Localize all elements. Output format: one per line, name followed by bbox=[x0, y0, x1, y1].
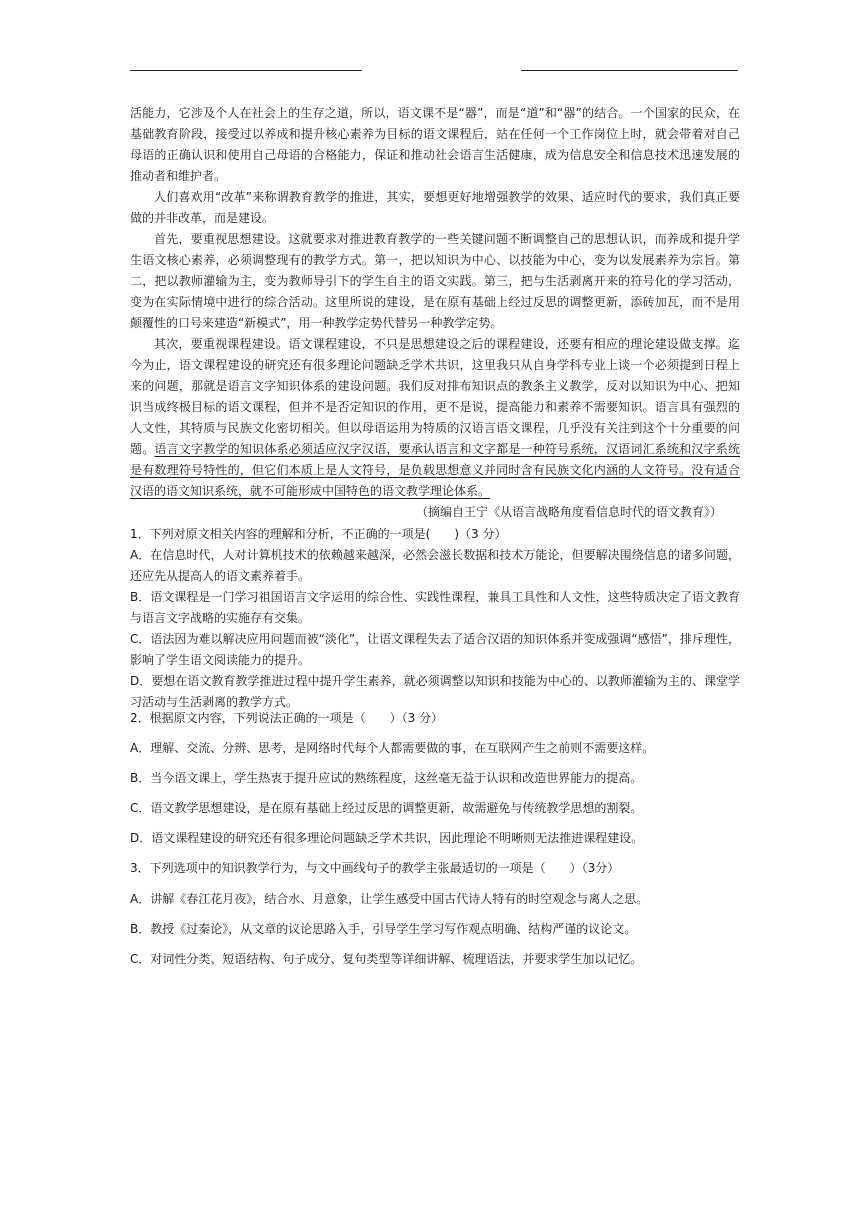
question-3-option-b: B．教授《过秦论》，从文章的议论思路入手，引导学生学习写作观点明确、结构严谨的议论文。 bbox=[130, 922, 637, 936]
underlined-sentence: 语言文字教学的知识体系必须适应汉字汉语，要承认语言和文字都是一种符号系统，汉语词汇系统和汉字系统是有数理符号特性的，但它们本质上是人文符号，是负载思想意义并同时含有民族文化内涵的人文符号。没有适合汉语的语文知识系统，就不可能形成中国特色的语文教学理论体系。 bbox=[130, 442, 740, 498]
question-2-option-b: B．当今语文课上，学生热衷于提升应试的熟练程度，这丝毫无益于认识和改造世界能力的提高。 bbox=[130, 771, 643, 785]
question-3-option-a: A．讲解《春江花月夜》，结合水、月意象，让学生感受中国古代诗人特有的时空观念与离人之思。 bbox=[130, 892, 649, 906]
question-1-option-d: D．要想在语文教育教学推进过程中提升学生素养，就必须调整以知识和技能为中心的、以教师灌输为主的、课堂学习活动与生活剥离的教学方式。 bbox=[130, 674, 740, 709]
question-2-stem: 2．根据原文内容，下列说法正确的一项是（ ）（3 分） bbox=[130, 711, 444, 725]
header-rule-left bbox=[130, 70, 362, 71]
question-2-option-c: C．语文教学思想建设，是在原有基础上经过反思的调整更新，故需避免与传统教学思想的割裂。 bbox=[130, 801, 643, 815]
question-1-stem: 1．下列对原文相关内容的理解和分析，不正确的一项是( )（3 分） bbox=[130, 527, 507, 541]
question-3-stem: 3．下列选项中的知识教学行为，与文中画线句子的教学主张最适切的一项是（ ）（3分） bbox=[130, 861, 620, 875]
source-citation: （摘编自王宁《从语言战略角度看信息时代的语文教育》） bbox=[415, 505, 722, 519]
passage-paragraph-4-text: 其次，要重视课程建设。语文课程建设，不只是思想建设之后的课程建设，还要有相应的理论建设做支撑。迄今为止，语文课程建设的研究还有很多理论问题缺乏学术共识，这里我只从自身学科专业上谈一个必须提到日程上来的问题，那就是语言文字知识体系的建设问题。我们反对排布知识点的教条主义教学，反对以知识为中心、把知识当成终极目标的语文课程，但并不是否定知识的作用，更不是说，提高能力和素养不需要知识。语言具有强烈的人文性，其特质与民族文化密切相关。但以母语运用为特质的汉语言语文课程，几乎没有关注到这个十分重要的问题。 bbox=[130, 337, 740, 456]
question-1-option-a: A．在信息时代，人对计算机技术的依赖越来越深，必然会滋长数据和技术万能论，但要解决围绕信息的诸多问题，还应先从提高人的语文素养着手。 bbox=[130, 548, 740, 583]
question-2-option-a: A．理解、交流、分辨、思考，是网络时代每个人都需要做的事，在互联网产生之前则不需要这样。 bbox=[130, 741, 655, 755]
passage bbox=[130, 103, 740, 523]
passage-paragraph-3: 首先，要重视思想建设。这就要求对推进教育教学的一些关键问题不断调整自己的思想认识，而养成和提升学生语文核心素养，必须调整现有的教学方式。第一，把以知识为中心、以技能为中心，变为以发展素养为宗旨。第二，把以教师灌输为主，变为教师导引下的学生自主的语文实践。第三，把与生活剥离开来的符号化的学习活动，变为在实际情境中进行的综合活动。这里所说的建设，是在原有基础上经过反思的调整更新，添砖加瓦，而不是用颠覆性的口号来建造“新模式”，用一种教学定势代替另一种教学定势。 bbox=[130, 232, 740, 330]
question-3-option-c: C．对词性分类、短语结构、句子成分、复句类型等详细讲解、梳理语法，并要求学生加以记忆。 bbox=[130, 952, 643, 966]
question-2-option-d: D．语文课程建设的研究还有很多理论问题缺乏学术共识，因此理论不明晰则无法推进课程建设。 bbox=[130, 831, 644, 845]
question-1-option-b: B．语文课程是一门学习祖国语言文字运用的综合性、实践性课程，兼具工具性和人文性，这些特质决定了语文教育与语言文字战略的实施存有交集。 bbox=[130, 590, 740, 625]
passage-paragraph-4 bbox=[130, 334, 740, 502]
passage-paragraph-2: 人们喜欢用“改革”来称谓教育教学的推进，其实，要想更好地增强教学的效果、适应时代的要求，我们真正要做的并非改革，而是建设。 bbox=[130, 190, 740, 225]
header-rule-right bbox=[521, 70, 738, 71]
question-1 bbox=[130, 524, 740, 713]
passage-paragraph-1: 活能力，它涉及个人在社会上的生存之道，所以，语文课不是“器”，而是“道”和“器”的结合。一个国家的民众，在基础教育阶段，接受过以养成和提升核心素养为目标的语文课程后，站在任何一个工作岗位上时，就会带着对自己母语的正确认识和使用自己母语的合格能力，保证和推动社会语言生活健康，成为信息安全和信息技术迅速发展的推动者和维护者。 bbox=[130, 106, 740, 183]
question-1-option-c: C．语法因为难以解决应用问题而被“淡化”，让语文课程失去了适合汉语的知识体系并变成强调“感悟”，排斥理性，影响了学生语文阅读能力的提升。 bbox=[130, 632, 740, 667]
